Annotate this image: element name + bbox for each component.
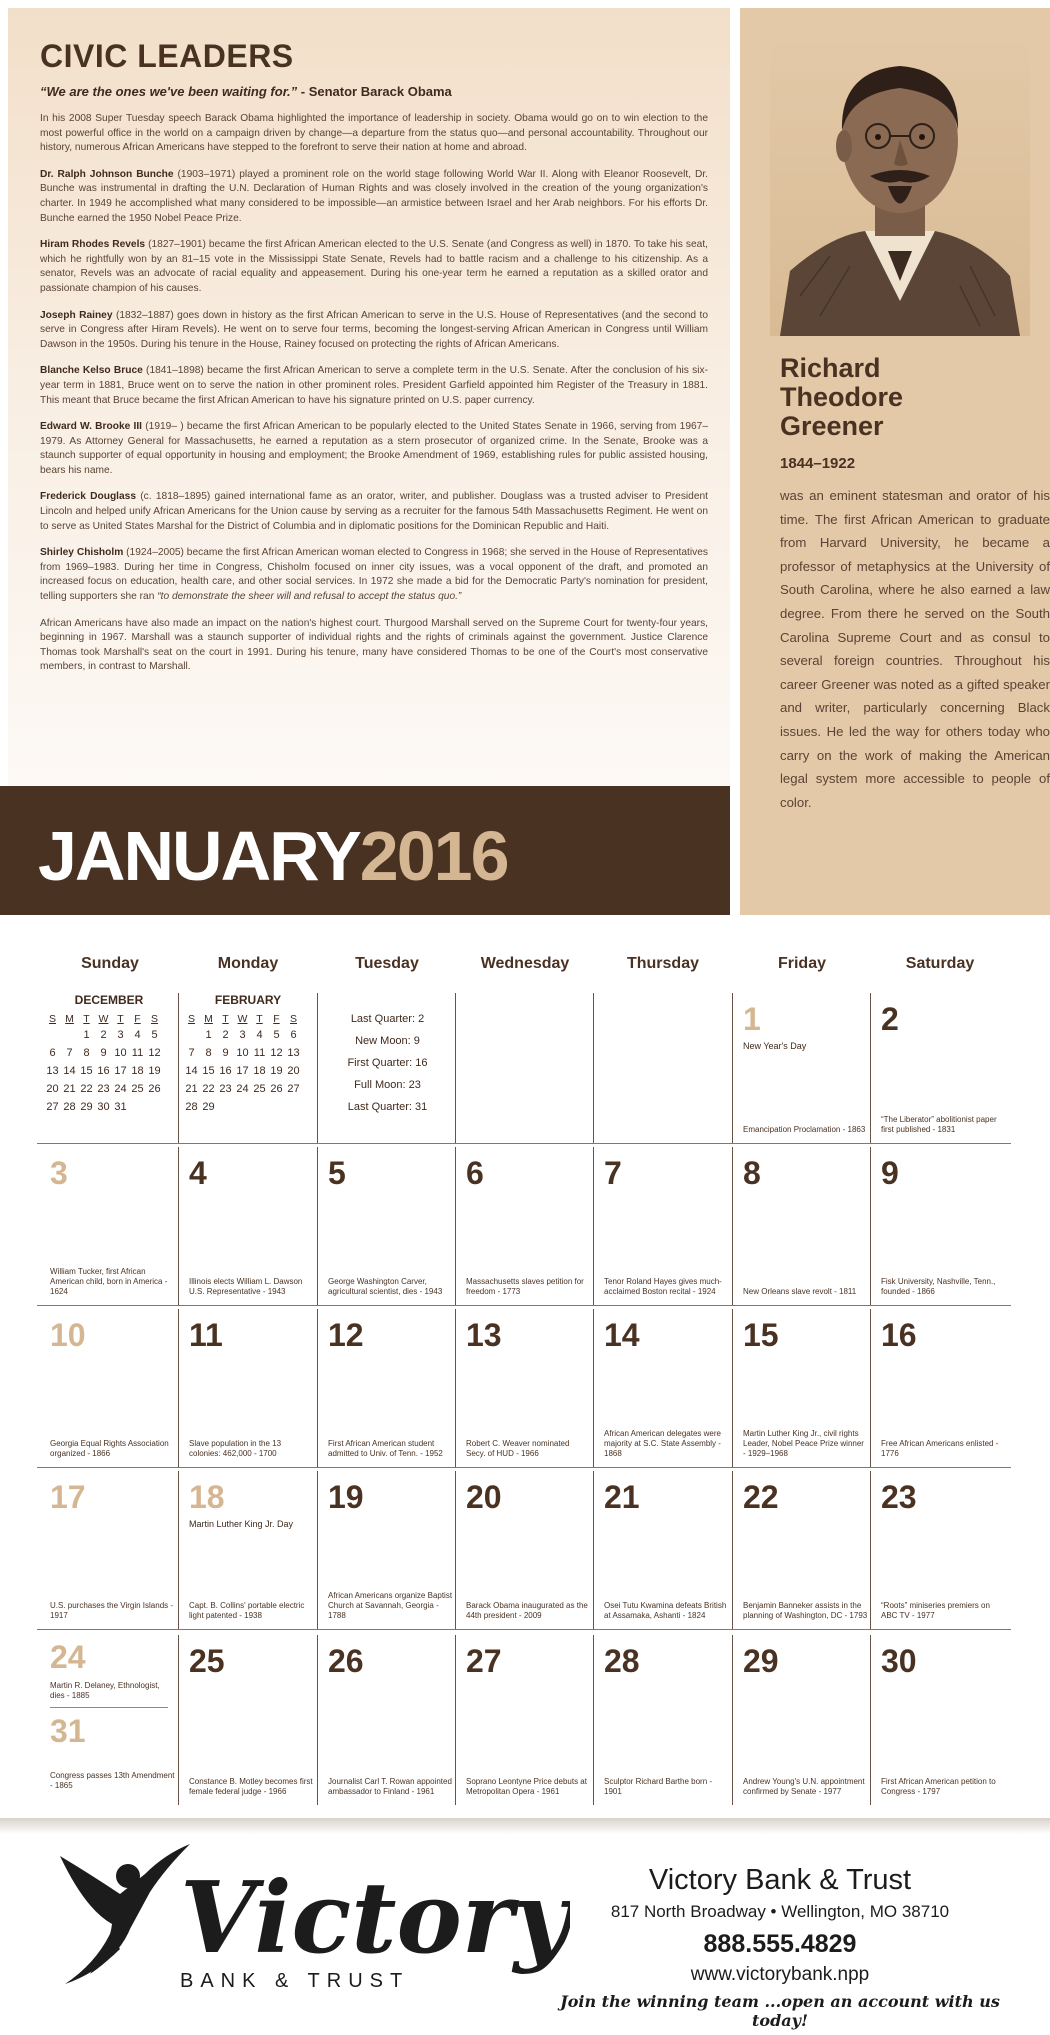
mini-week-row (40, 1029, 178, 1041)
mini-calendar-weeks (179, 1029, 317, 1113)
mini-calendar-title: DECEMBER (74, 993, 144, 1007)
mini-date: 2 (222, 1029, 229, 1041)
mini-date (129, 1101, 146, 1113)
day-cell-30[interactable] (870, 1635, 1009, 1805)
day-event: Slave population in the 13 colonies: 462,000 - 1700 (189, 1439, 282, 1458)
row-divider (37, 1629, 1011, 1630)
mini-date: 26 (148, 1083, 161, 1095)
day-event: Sculptor Richard Barthe born - 1901 (604, 1777, 713, 1796)
day-holiday: New Year's Day (743, 1041, 807, 1051)
mini-date: 15 (80, 1065, 93, 1077)
day-number: 1 (743, 1001, 761, 1037)
mini-weekday: T (117, 1013, 124, 1025)
mini-week-row (40, 1047, 178, 1059)
day-number: 25 (189, 1643, 225, 1679)
day-event: Massachusetts slaves petition for freedom - 1773 (466, 1277, 584, 1296)
mini-date: 12 (148, 1047, 161, 1059)
day-number: 16 (881, 1317, 917, 1353)
day-event: Martin Luther King Jr., civil rights Leader, Nobel Peace Prize winner - 1929–1968 (743, 1429, 864, 1458)
day-event: Fisk University, Nashville, Tenn., founded - 1866 (881, 1277, 996, 1296)
calendar-grid (0, 915, 1050, 1820)
day-event: Tenor Roland Hayes gives much-acclaimed Boston recital - 1924 (604, 1277, 722, 1296)
day-event: African Americans organize Baptist Church at Savannah, Georgia - 1788 (328, 1591, 453, 1620)
mini-date: 5 (151, 1029, 158, 1041)
day-cell-25[interactable] (178, 1635, 317, 1805)
mini-date: 12 (270, 1047, 283, 1059)
day-event: Congress passes 13th Amendment - 1865 (50, 1771, 175, 1790)
row-divider (37, 1305, 1011, 1306)
mini-date: 15 (202, 1065, 215, 1077)
day-number: 31 (50, 1713, 86, 1749)
mini-date: 31 (114, 1101, 127, 1113)
runner-body-icon (60, 1844, 190, 1974)
day-cell-8[interactable] (732, 1147, 871, 1305)
day-event: Georgia Equal Rights Association organized - 1866 (50, 1439, 169, 1458)
day-cell-26[interactable] (317, 1635, 456, 1805)
mini-date: 13 (287, 1047, 300, 1059)
day-cell-5[interactable] (317, 1147, 456, 1305)
mini-date: 14 (63, 1065, 76, 1077)
day-cell-22[interactable] (732, 1471, 871, 1629)
moon-phase: Last Quarter: 31 (347, 1101, 428, 1113)
weekday-tuesday: Tuesday (355, 955, 419, 972)
day-cell-3[interactable] (40, 1147, 179, 1305)
moon-phase: Last Quarter: 2 (350, 1013, 425, 1025)
mini-week-row (179, 1065, 317, 1077)
bank-tagline: Join the winning team ...open an account with us today! (560, 1992, 1000, 2030)
paragraph-revels: Hiram Rhodes Revels (1827–1901) became the first African American elected to the U.S. Senate (and Congress as well) in 1870. To take his seat, which he rightfully won by an 81–15 vote in the Mississippi State Senate, Revels had to battle racism and a challenge to his citizenship. As a senator, Revels was an advocate of racial equality and appeasement. During his one-year term he earned a reputation as a skilled orator and passionate champion of his causes. (40, 239, 708, 294)
mini-date: 22 (80, 1083, 93, 1095)
mini-calendar-head (40, 1007, 178, 1029)
day-number: 24 (50, 1639, 86, 1675)
month-name: JANUARY (38, 817, 360, 895)
day-event: William Tucker, first African American child, born in America - 1624 (50, 1267, 168, 1296)
month-title (38, 816, 508, 896)
day-number: 4 (189, 1155, 207, 1191)
mini-date: 25 (253, 1083, 266, 1095)
day-cell-14[interactable] (593, 1309, 732, 1467)
weekday-sunday: Sunday (81, 955, 139, 972)
day-cell-12[interactable] (317, 1309, 456, 1467)
day-number: 21 (604, 1479, 640, 1515)
mini-weekday: S (187, 1013, 195, 1025)
month-banner (0, 786, 730, 915)
mini-weekday: M (204, 1013, 213, 1025)
day-event: Soprano Leontyne Price debuts at Metropolitan Opera - 1961 (466, 1777, 587, 1796)
mini-date (44, 1029, 61, 1041)
day-cell-27[interactable] (455, 1635, 594, 1805)
mini-date: 6 (290, 1029, 297, 1041)
day-number: 29 (743, 1643, 779, 1679)
day-event: Capt. B. Collins' portable electric light patented - 1938 (189, 1601, 305, 1620)
day-event: Osei Tutu Kwamina defeats British at Assamaka, Ashanti - 1824 (604, 1601, 727, 1620)
mini-calendar-december (40, 993, 179, 1143)
day-number: 18 (189, 1479, 225, 1515)
weekday-thursday: Thursday (626, 955, 699, 972)
mini-date: 11 (253, 1047, 266, 1059)
day-cell-29[interactable] (732, 1635, 871, 1805)
mini-calendar-february (178, 993, 317, 1143)
mini-date (61, 1029, 78, 1041)
day-cell-7[interactable] (593, 1147, 732, 1305)
mini-date: 13 (46, 1065, 59, 1077)
paragraph-brooke: Edward W. Brooke III (1919– ) became the first African American to be popularly elected to the United States Senate in 1966, serving from 1967–1979. As Attorney General for Massachusetts, he earned a reputation as a stern prosecutor of organized crime. In the Senate, Brooke was a staunch supporter of equal opportunity in housing and employment; the Brooke Amendment of 1969, establishing rules for public assisted housing, bears his name. (40, 421, 708, 476)
day-number: 27 (466, 1643, 502, 1679)
day-cell-24-31[interactable] (40, 1635, 179, 1805)
mini-date: 9 (222, 1047, 229, 1059)
day-event: Andrew Young's U.N. appointment confirmed by Senate - 1977 (743, 1777, 865, 1796)
civic-leaders-panel (8, 8, 730, 786)
mini-date: 20 (46, 1083, 59, 1095)
cell-divider (50, 1707, 168, 1708)
mini-date: 27 (46, 1101, 59, 1113)
moon-phase: New Moon: 9 (355, 1035, 420, 1047)
mini-date: 24 (236, 1083, 249, 1095)
leader-dates: 1844–1922 (780, 455, 856, 472)
quote-text: “We are the ones we've been waiting for.” (40, 84, 298, 99)
mini-date: 2 (100, 1029, 107, 1041)
mini-date: 17 (236, 1065, 249, 1077)
mini-date: 5 (273, 1029, 280, 1041)
day-cell-10[interactable] (40, 1309, 179, 1467)
mini-date: 20 (287, 1065, 300, 1077)
mini-week-row (40, 1065, 178, 1077)
day-cell-9[interactable] (870, 1147, 1009, 1305)
day-cell-19[interactable] (317, 1471, 456, 1629)
mini-weekday: S (289, 1013, 297, 1025)
mini-weekday: F (273, 1013, 280, 1025)
mini-date: 22 (202, 1083, 215, 1095)
mini-date: 18 (253, 1065, 266, 1077)
day-cell-20[interactable] (455, 1471, 594, 1629)
top-section (0, 0, 1050, 915)
day-event: First African American petition to Congress - 1797 (881, 1777, 996, 1796)
mini-date: 26 (270, 1083, 283, 1095)
mini-date (268, 1101, 285, 1113)
day-event: Emancipation Proclamation - 1863 (743, 1125, 866, 1134)
mini-weekday: M (65, 1013, 74, 1025)
day-cell-23[interactable] (870, 1471, 1009, 1629)
day-cell-11[interactable] (178, 1309, 317, 1467)
day-cell-4[interactable] (178, 1147, 317, 1305)
mini-calendar-head (179, 1007, 317, 1029)
quote-author: - Senator Barack Obama (297, 84, 452, 99)
mini-date: 1 (205, 1029, 212, 1041)
mini-weekday: T (83, 1013, 90, 1025)
mini-date: 24 (114, 1083, 127, 1095)
mini-date: 3 (117, 1029, 124, 1041)
day-cell-1[interactable] (732, 993, 871, 1143)
sponsor-footer (0, 1834, 1050, 2035)
mini-date: 3 (239, 1029, 246, 1041)
day-number: 23 (881, 1479, 917, 1515)
mini-weekday: T (222, 1013, 229, 1025)
mini-date: 1 (83, 1029, 90, 1041)
mini-date: 21 (185, 1083, 198, 1095)
logo-subtitle: BANK & TRUST (180, 1970, 410, 1992)
day-event: Journalist Carl T. Rowan appointed ambassador to Finland - 1961 (328, 1777, 452, 1796)
mini-date: 4 (256, 1029, 263, 1041)
day-number: 30 (881, 1643, 917, 1679)
mini-date (217, 1101, 234, 1113)
day-cell-21[interactable] (593, 1471, 732, 1629)
weekday-saturday: Saturday (905, 955, 975, 972)
leader-bio: was an eminent statesman and orator of his time. The first African American to graduate from Harvard University, he became a professor of metaphysics at the University of South Carolina, where he also earned a law degree. From there he served on the South Carolina Supreme Court and as consul to several foreign countries. Throughout his career Greener was noted as a gifted speaker and writer, particularly concerning Black issues. He led the way for others today who carry on the work of making the American legal system more accessible to people of color. (780, 488, 1050, 810)
page-title: CIVIC LEADERS (40, 38, 294, 74)
mini-date (285, 1101, 302, 1113)
day-number: 19 (328, 1479, 364, 1515)
mini-date: 11 (131, 1047, 144, 1059)
mini-date: 17 (114, 1065, 127, 1077)
row-divider (37, 1467, 1011, 1468)
day-event: First African American student admitted to Univ. of Tenn. - 1952 (328, 1439, 443, 1458)
paragraph-intro: In his 2008 Super Tuesday speech Barack Obama highlighted the importance of leadership in society. Obama would go on to win election to the most powerful office in the world on a campaign driven by change—a departure from the status quo—and personal accountability. Throughout our history, numerous African Americans have stepped to the forefront to serve their nation at home and abroad. (40, 113, 708, 154)
mini-date: 10 (114, 1047, 127, 1059)
mini-date: 28 (63, 1101, 76, 1113)
day-event: Illinois elects William L. Dawson U.S. Representative - 1943 (189, 1277, 303, 1296)
day-number: 26 (328, 1643, 364, 1679)
mini-date: 19 (270, 1065, 283, 1077)
day-event: Benjamin Banneker assists in the planning of Washington, DC - 1793 (743, 1601, 868, 1620)
mini-date: 28 (185, 1101, 198, 1113)
bank-phone[interactable]: 888.555.4829 (703, 1930, 857, 1958)
day-cell-2[interactable] (870, 993, 1009, 1143)
day-cell-18[interactable] (178, 1471, 317, 1629)
leader-name: Richard Theodore Greener (780, 353, 904, 441)
weekday-monday: Monday (217, 955, 279, 972)
empty-day-cell (455, 993, 594, 1143)
mini-date: 9 (100, 1047, 107, 1059)
mini-date: 7 (188, 1047, 195, 1059)
day-event: U.S. purchases the Virgin Islands - 1917 (50, 1601, 174, 1620)
paragraph-court: African Americans have also made an impact on the nation's highest court. Thurgood Marshall served on the Supreme Court for twenty-four years, beginning in 1967. Marshall was a staunch supporter of individual rights and the rights of criminals against the government. Justice Clarence Thomas took Marshall's seat on the court in 1991. During his tenure, many have considered Thomas to be one of the Court's most conservative members, in contrast to Marshall. (40, 617, 708, 673)
mini-week-row (40, 1101, 178, 1113)
paragraph-chisholm: Shirley Chisholm (1924–2005) became the first African American woman elected to Congress in 1968; she served in the House of Representatives from 1969–1983. During her time in Congress, Chisholm focused on inner city issues, was a vocal opponent of the draft, and promoted an increased focus on education, health care, and other social services. In 1972 she made a bid for the Democratic Party's nomination for president, telling supporters she ran “to demonstrate the sheer will and refusal to accept the status quo.” (40, 547, 708, 603)
weekday-friday: Friday (777, 955, 826, 972)
day-number: 7 (604, 1155, 622, 1191)
day-event: Free African Americans enlisted - 1776 (881, 1439, 999, 1458)
month-year: 2016 (359, 817, 508, 895)
mini-date: 18 (131, 1065, 144, 1077)
day-number: 11 (189, 1317, 223, 1353)
mini-date: 14 (185, 1065, 198, 1077)
footer-shadow (0, 1818, 1050, 1834)
day-event: “The Liberator” abolitionist paper first published - 1831 (881, 1115, 997, 1134)
day-number: 12 (328, 1317, 364, 1353)
logo-wordmark: Victory (180, 1861, 570, 1976)
paragraph-bruce: Blanche Kelso Bruce (1841–1898) became the first African American to serve a complete term in the U.S. Senate. After the conclusion of his six-year term in 1881, Bruce went on to serve the nation in other prominent roles. President Garfield appointed him Register of the Treasury in 1881. This meant that Bruce became the first African American to have his signature printed on U.S. paper currency. (40, 365, 708, 406)
mini-date (146, 1101, 163, 1113)
quote (40, 84, 720, 99)
mini-weekday: F (134, 1013, 141, 1025)
mini-weekday: S (48, 1013, 56, 1025)
mini-date (234, 1101, 251, 1113)
mini-date: 4 (134, 1029, 141, 1041)
mini-date: 8 (205, 1047, 212, 1059)
day-number: 6 (466, 1155, 484, 1191)
mini-date: 7 (66, 1047, 73, 1059)
day-event: New Orleans slave revolt - 1811 (743, 1287, 857, 1296)
mini-date: 27 (287, 1083, 300, 1095)
day-cell-15[interactable] (732, 1309, 871, 1467)
paragraph-douglass: Frederick Douglass (c. 1818–1895) gained international fame as an orator, writer, and publisher. Douglass was a trusted adviser to President Lincoln and helped unify African Americans for the Union cause by serving as a recruiter for the famous 54th Massachusetts Regiment. He went on to serve as United States Marshal for the District of Columbia and in diplomatic positions for the Dominican Republic and Haiti. (40, 491, 708, 532)
day-number: 9 (881, 1155, 899, 1191)
mini-date: 29 (80, 1101, 93, 1113)
mini-weekday: S (150, 1013, 158, 1025)
mini-date: 6 (49, 1047, 56, 1059)
mini-date: 23 (219, 1083, 232, 1095)
day-event: Robert C. Weaver nominated Secy. of HUD - 1966 (466, 1439, 570, 1458)
moon-phases (317, 993, 456, 1143)
mini-date: 8 (83, 1047, 90, 1059)
mini-calendar-title: FEBRUARY (214, 993, 282, 1007)
day-cell-28[interactable] (593, 1635, 732, 1805)
empty-day-cell (593, 993, 732, 1143)
featured-leader-panel (740, 8, 1050, 915)
day-cell-17[interactable] (40, 1471, 179, 1629)
mini-week-row (40, 1083, 178, 1095)
mini-date: 10 (236, 1047, 249, 1059)
day-number: 15 (743, 1317, 779, 1353)
day-number: 22 (743, 1479, 779, 1515)
mini-week-row (179, 1083, 317, 1095)
day-event: Martin R. Delaney, Ethnologist, dies - 1885 (50, 1681, 160, 1700)
mini-week-row (179, 1029, 317, 1041)
bank-address: 817 North Broadway • Wellington, MO 38710 (610, 1902, 950, 1921)
moon-phase: First Quarter: 16 (347, 1057, 428, 1069)
day-number: 20 (466, 1479, 502, 1515)
mini-date: 19 (148, 1065, 161, 1077)
day-event: “Roots” miniseries premiers on ABC TV - 1977 (881, 1601, 990, 1620)
paragraph-bunche: Dr. Ralph Johnson Bunche (1903–1971) played a prominent role on the world stage following World War II. Along with Eleanor Roosevelt, Dr. Bunche was instrumental in drafting the U.N. Declaration of Human Rights and was closely involved in the creation of the young organization's charter. In 1949 he accomplished what many considered to be impossible—an armistice between Israel and her Arab neighbors. For his efforts Dr. Bunche earned the 1950 Nobel Peace Prize. (40, 168, 708, 224)
day-holiday: Martin Luther King Jr. Day (189, 1519, 294, 1529)
day-event: Barack Obama inaugurated as the 44th president - 2009 (466, 1601, 588, 1620)
day-number: 2 (881, 1001, 899, 1037)
mini-date: 25 (131, 1083, 144, 1095)
day-cell-13[interactable] (455, 1309, 594, 1467)
day-number: 28 (604, 1643, 640, 1679)
moon-phase: Full Moon: 23 (354, 1079, 421, 1091)
mini-weekday: T (256, 1013, 263, 1025)
day-event: Constance B. Motley becomes first female federal judge - 1966 (189, 1777, 313, 1796)
mini-date: 21 (63, 1083, 76, 1095)
portrait-illustration (770, 36, 1030, 336)
bank-website-link[interactable]: www.victorybank.npp (690, 1964, 870, 1985)
day-number: 8 (743, 1155, 761, 1191)
mini-calendar-weeks (40, 1029, 178, 1113)
mini-weekday: W (237, 1013, 248, 1025)
day-number: 13 (466, 1317, 502, 1353)
day-number: 5 (328, 1155, 346, 1191)
mini-date (183, 1029, 200, 1041)
day-event: African American delegates were majority at S.C. State Assembly - 1868 (604, 1429, 721, 1458)
weekday-wednesday: Wednesday (480, 955, 570, 972)
day-cell-6[interactable] (455, 1147, 594, 1305)
bank-name: Victory Bank & Trust (648, 1864, 912, 1896)
row-divider (37, 1143, 1011, 1144)
weekday-header (0, 955, 1050, 979)
day-number: 3 (50, 1155, 68, 1191)
day-number: 10 (50, 1317, 86, 1353)
mini-weekday: W (98, 1013, 109, 1025)
mini-date (251, 1101, 268, 1113)
mini-date: 23 (97, 1083, 110, 1095)
mini-date: 16 (219, 1065, 232, 1077)
day-number: 17 (50, 1479, 86, 1515)
day-cell-16[interactable] (870, 1309, 1009, 1467)
mini-date: 16 (97, 1065, 110, 1077)
mini-week-row (179, 1047, 317, 1059)
day-event: George Washington Carver, agricultural scientist, dies - 1943 (328, 1277, 443, 1296)
mini-week-row (179, 1101, 317, 1113)
mini-date: 30 (97, 1101, 110, 1113)
article-body (40, 112, 708, 687)
paragraph-rainey: Joseph Rainey (1832–1887) goes down in history as the first African American to serve in the U.S. House of Representatives (and the second to serve in Congress after Hiram Revels). He went on to serve four terms, becoming the longest-serving African American in Congress until William Dawson in the 1950s. During his tenure in the House, Rainey focused on protecting the rights of African Americans. (40, 309, 709, 350)
day-number: 14 (604, 1317, 640, 1353)
mini-date: 29 (202, 1101, 215, 1113)
